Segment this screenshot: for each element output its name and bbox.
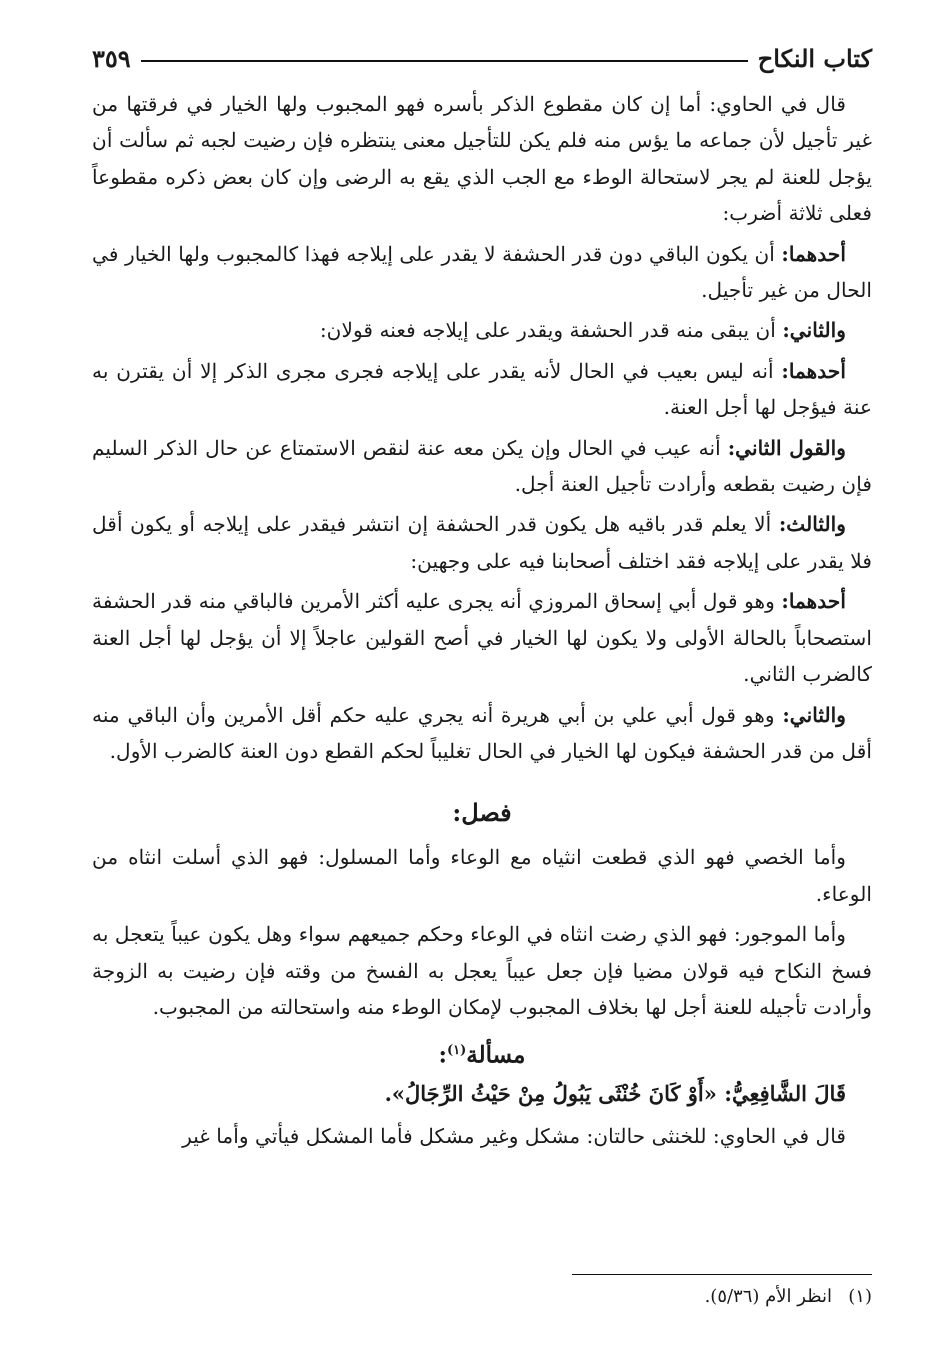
footnote-number: (١) (848, 1286, 872, 1307)
quote-text: «أَوْ كَانَ خُنْثَى يَبُولُ مِنْ حَيْثُ الرِّجَالُ». (384, 1081, 725, 1106)
main-text (92, 86, 872, 1154)
paragraph-text: وأما الموجور: فهو الذي رضت انثاه في الوعاء وحكم جميعهم سواء وهل يكون عيباً يتعجل به فسخ النكاح فيه قولان مضيا فإن جعل عيباً يعجل به الفسخ من وقته فإن رضيت به الزوجة وأرادت تأجيله للعنة أجل لها بخلاف المجبوب لإمكان الوطء منه واستحالته من المجبوب. (92, 922, 872, 1019)
book-title: كتاب النكاح (757, 43, 872, 73)
paragraph-text: قال في الحاوي: أما إن كان مقطوع الذكر بأسره فهو المجبوب ولها الخيار في فرقتها من غير تأجيل لأن جماعه ما يؤس منه فلم يكن للتأجيل معنى ينتظره فإن رضيت لجبه ثم سألت أن يؤجل للعنة لم يجر لاستحالة الوطء مع الجب الذي يقع به الرضى وإن كان بعض ذكره مقطوعاً فعلى ثلاثة أضرب: (92, 92, 872, 226)
paragraph (92, 583, 872, 692)
page (92, 38, 872, 1307)
paragraph-text: وأما الخصي فهو الذي قطعت انثياه مع الوعاء وأما المسلول: فهو الذي أسلت انثاه من الوعاء. (92, 845, 872, 906)
paragraph-lead: والقول الثاني: (727, 435, 847, 460)
paragraph (92, 312, 872, 348)
paragraph (92, 697, 872, 770)
paragraph (92, 1118, 872, 1154)
paragraph-text: ألا يعلم قدر باقيه هل يكون قدر الحشفة إن انتشر فيقدر على إيلاجه أو يكون أقل فلا يقدر على إيلاجه فقد اختلف أصحابنا فيه على وجهين: (92, 512, 872, 573)
paragraph-text: قال في الحاوي: للخنثى حالتان: مشكل وغير مشكل فأما المشكل فيأتي وأما غير (182, 1124, 846, 1148)
paragraph (92, 86, 872, 232)
paragraph-lead: أحدهما: (781, 589, 846, 614)
header-rule (141, 60, 748, 62)
paragraph-lead: والثالث: (778, 512, 846, 537)
section-heading: فصل: (452, 798, 512, 828)
paragraph (92, 236, 872, 309)
paragraph-text: أن يكون الباقي دون قدر الحشفة لا يقدر على إيلاجه فهذا كالمجبوب ولها الخيار في الحال من غير تأجيل. (92, 241, 872, 303)
footnote (92, 1282, 872, 1312)
masala-heading-text: مسألة (466, 1042, 526, 1069)
running-header (92, 38, 872, 78)
masala-heading (92, 1033, 872, 1074)
paragraph (92, 353, 872, 426)
paragraph-text: وهو قول أبي إسحاق المروزي أنه يجرى عليه أكثر الأمرين فالباقي منه قدر الحشفة استصحاباً بالحالة الأولى ولا يكون لها الخيار في أصح القولين عاجلاً إلا أن يؤجل لها أجل العنة كالضرب الثاني. (92, 589, 872, 687)
footnote-marker[interactable]: (١) (447, 1043, 467, 1059)
quote-lead: قَالَ الشَّافِعِيُّ: (724, 1081, 846, 1106)
masala-colon: : (438, 1042, 447, 1069)
page-number: ٣٥٩ (92, 43, 131, 73)
paragraph-lead: أحدهما: (781, 358, 846, 383)
paragraph (92, 430, 872, 503)
paragraph-text: أنه عيب في الحال وإن يكن معه عنة لنقص الاستمتاع عن حال الذكر السليم فإن رضيت بقطعه وأرادت تأجيل العنة أجل. (92, 435, 872, 497)
paragraph (92, 839, 872, 912)
footnote-rule (572, 1274, 872, 1275)
paragraph-text: أن يبقى منه قدر الحشفة ويقدر على إيلاجه فعنه قولان: (319, 318, 783, 343)
paragraph-text: وهو قول أبي علي بن أبي هريرة أنه يجري عليه حكم أقل الأمرين وأن الباقي منه أقل من قدر الحشفة فيكون لها الخيار في الحال تغليباً لحكم القطع دون العنة كالضرب الأول. (92, 702, 872, 763)
paragraph-lead: والثاني: (782, 318, 846, 343)
paragraph (92, 506, 872, 579)
paragraph-lead: والثاني: (782, 702, 846, 727)
footnote-text: انظر الأم (٥/٣٦). (704, 1286, 832, 1307)
quote-line (92, 1074, 872, 1114)
paragraph-text: أنه ليس بعيب في الحال لأنه يقدر على إيلاجه فجرى مجرى الذكر إلا أن يقترن به عنة فيؤجل لها أجل العنة. (92, 358, 872, 420)
paragraph-lead: أحدهما: (781, 241, 846, 266)
paragraph (92, 916, 872, 1025)
